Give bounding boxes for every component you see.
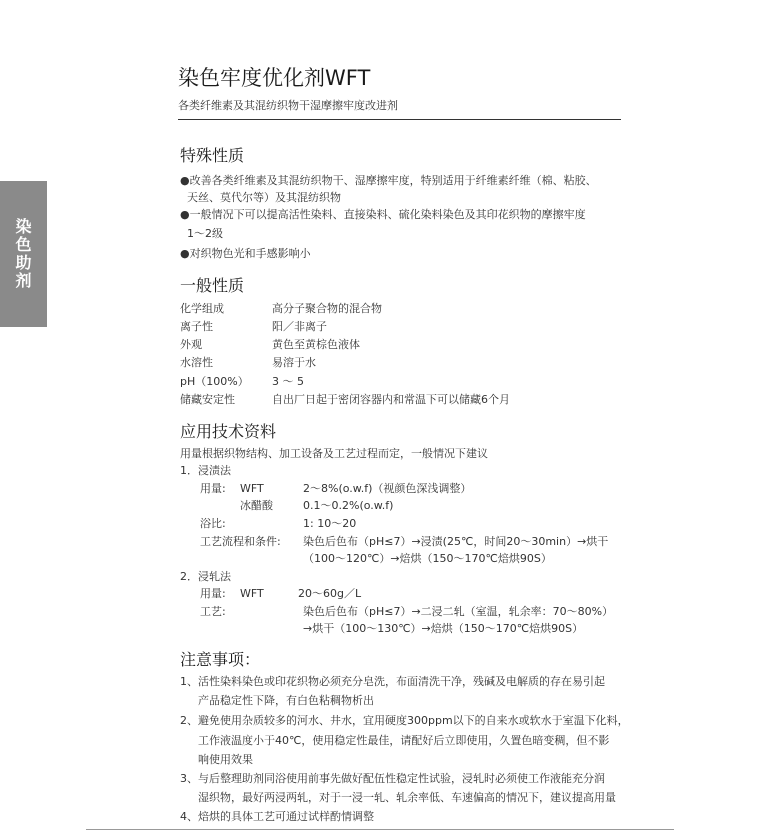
note-line: 响使用效果 <box>198 753 253 766</box>
property-label: 水溶性 <box>180 356 213 369</box>
dose-value: 2～8%(o.w.f)（视颜色深浅调整） <box>303 482 472 495</box>
side-tab-char: 剂 <box>15 271 32 290</box>
property-label: 化学组成 <box>180 302 224 315</box>
product-subtitle: 各类纤维素及其混纺织物干湿摩擦牢度改进剂 <box>178 99 398 112</box>
dose-label: 用量: <box>200 587 226 600</box>
ratio-value: 1: 10～20 <box>303 517 357 530</box>
method-title: 1．浸渍法 <box>180 464 231 477</box>
process-label: 工艺流程和条件: <box>200 535 281 548</box>
notes-heading: 注意事项： <box>180 650 261 669</box>
process-line: →烘干（100～130℃）→焙烘（150～170℃焙烘90S） <box>303 622 584 635</box>
property-label: 外观 <box>180 338 202 351</box>
footer-divider <box>86 829 674 830</box>
property-value: 3 ～ 5 <box>272 375 304 388</box>
property-label: pH（100%） <box>180 375 249 388</box>
note-line: 湿织物，最好两浸两轧，对于一浸一轧、轧余率低、车速偏高的情况下，建议提高用量 <box>198 791 616 804</box>
product-title: 染色牢度优化剂WFT <box>178 66 371 90</box>
property-value: 易溶于水 <box>272 356 316 369</box>
note-line: 1、活性染料染色或印花织物必须充分皂洗，布面清洗干净，残碱及电解质的存在易引起 <box>180 675 605 688</box>
property-value: 高分子聚合物的混合物 <box>272 302 382 315</box>
special-properties-heading: 特殊性质 <box>180 146 245 165</box>
note-line: 2、避免使用杂质较多的河水、井水，宜用硬度300ppm以下的自来水或软水于室温下化料， <box>180 714 629 727</box>
general-properties-heading: 一般性质 <box>180 276 245 295</box>
side-tab-char: 染 <box>15 217 32 236</box>
side-tab-char: 色 <box>15 235 32 254</box>
dose-item: 冰醋酸 <box>240 499 273 512</box>
property-value: 阳／非离子 <box>272 320 327 333</box>
special-line: 1～2级 <box>187 227 223 240</box>
category-side-tab <box>0 181 47 327</box>
property-value: 黄色至黄棕色液体 <box>272 338 360 351</box>
application-heading: 应用技术资料 <box>180 422 277 441</box>
header-divider <box>178 119 621 120</box>
side-tab-char: 助 <box>15 253 32 272</box>
dose-item: WFT <box>240 482 264 495</box>
special-line: 天丝、莫代尔等）及其混纺织物 <box>187 191 341 204</box>
special-line: ●对织物色光和手感影响小 <box>180 247 311 260</box>
note-line: 工作液温度小于40℃，使用稳定性最佳，请配好后立即使用，久置色暗变稠，但不影 <box>198 734 610 747</box>
note-line: 4、焙烘的具体工艺可通过试样酌情调整 <box>180 810 374 823</box>
special-line: ●一般情况下可以提高活性染料、直接染料、硫化染料染色及其印花织物的摩擦牢度 <box>180 208 586 221</box>
property-label: 离子性 <box>180 320 213 333</box>
application-intro: 用量根据织物结构、加工设备及工艺过程而定，一般情况下建议 <box>180 447 488 460</box>
process-line: 染色后色布（pH≤7）→二浸二轧（室温，轧余率：70～80%） <box>303 605 614 618</box>
dose-item: WFT <box>240 587 264 600</box>
process-label: 工艺: <box>200 605 226 618</box>
ratio-label: 浴比: <box>200 517 226 530</box>
method-title: 2．浸轧法 <box>180 570 231 583</box>
property-value: 自出厂日起于密闭容器内和常温下可以储藏6个月 <box>272 393 510 406</box>
dose-label: 用量: <box>200 482 226 495</box>
dose-value: 20～60g／L <box>298 587 362 600</box>
special-line: ●改善各类纤维素及其混纺织物干、湿摩擦牢度，特别适用于纤维素纤维（棉、粘胶、 <box>180 174 597 187</box>
property-label: 储藏安定性 <box>180 393 235 406</box>
process-line: 染色后色布（pH≤7）→浸渍(25℃，时间20～30min）→烘干 <box>303 535 609 548</box>
note-line: 产品稳定性下降，有白色粘稠物析出 <box>198 694 374 707</box>
dose-value: 0.1～0.2%(o.w.f) <box>303 499 394 512</box>
process-line: （100～120℃）→焙烘（150～170℃焙烘90S） <box>303 552 552 565</box>
note-line: 3、与后整理助剂同浴使用前事先做好配伍性稳定性试验，浸轧时必须使工作液能充分润 <box>180 772 605 785</box>
